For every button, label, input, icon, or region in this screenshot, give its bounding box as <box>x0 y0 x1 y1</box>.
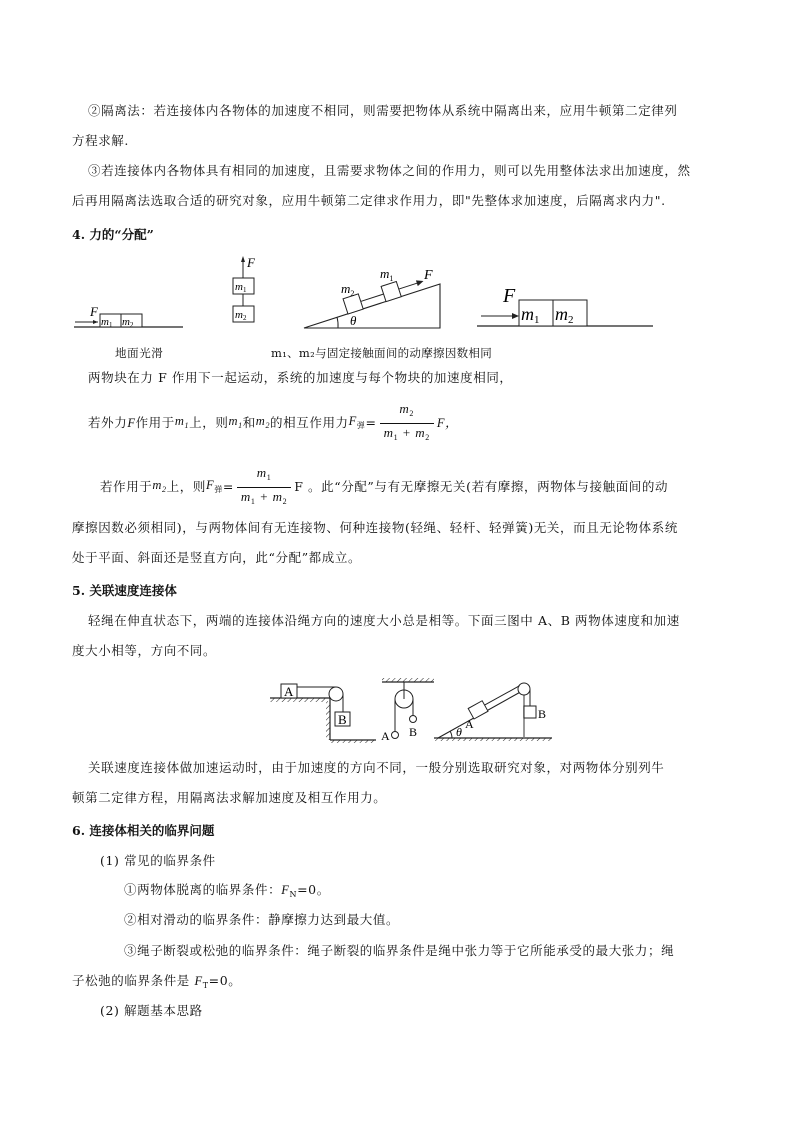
combined-method-line2: 后再用隔离法选取合适的研究对象，应用牛顿第二定律求作用力，即"先整体求加速度，后隔离求内力". <box>72 193 666 208</box>
figure-incline-pulley <box>432 676 557 744</box>
figure-horizontal-blocks <box>70 300 190 332</box>
equals-sign: = <box>365 415 377 430</box>
svg-text:F: F <box>90 304 98 319</box>
svg-text:F: F <box>247 255 255 270</box>
text-fragment: 作用于 <box>135 415 175 430</box>
text-fragment: 上，则 <box>166 479 206 494</box>
text-fragment: =0。 <box>297 882 330 897</box>
svg-text:m1: $m_1$ <box>380 266 394 283</box>
svg-text:B: B <box>338 712 347 727</box>
subscript: T <box>202 981 209 990</box>
fraction-m1-over-sum: $\frac{m_1}{m_1 + m_2}$ <box>237 464 291 511</box>
section6-item2: ②相对滑动的临界条件：静摩擦力达到最大值。 <box>124 912 400 927</box>
svg-text:m1: m1 <box>521 304 540 326</box>
force-symbol: F <box>127 416 136 430</box>
text-fragment: F， <box>436 416 459 430</box>
section4-text4: 摩擦因数必须相同)，与两物体间有无连接物、何种连接物(轻绳、轻杆、轻弹簧)无关，而且无论物体系统 <box>72 520 678 535</box>
subscript: N <box>289 890 298 899</box>
section5-text1: 轻绳在伸直状态下，两端的连接体沿绳方向的速度大小总是相等。下面三图中 A、B 两物体速度和加速 <box>88 613 680 628</box>
svg-text:θ: θ <box>350 313 357 328</box>
text-fragment: 子松弛的临界条件是 <box>72 973 195 988</box>
isolation-method-line2: 方程求解. <box>72 133 129 148</box>
equals-sign: = <box>222 479 234 494</box>
force-symbol: F <box>281 883 290 897</box>
text-fragment: 的相互作用力 <box>270 415 349 430</box>
svg-text:F: F <box>503 285 516 307</box>
svg-text:m2: m2 <box>555 304 574 326</box>
section5-heading: 5. 关联速度连接体 <box>72 583 177 598</box>
m1-symbol: $m_1$ <box>174 413 190 430</box>
text-fragment: ①两物体脱离的临界条件： <box>124 882 282 897</box>
section4-formula-line2 <box>100 462 668 512</box>
text-fragment: 若作用于 <box>100 479 153 494</box>
text-fragment: 和 <box>242 415 256 430</box>
text-fragment: F 。此“分配”与有无摩擦无关(若有摩擦，两物体与接触面间的动 <box>294 479 669 494</box>
section6-item3-line1: ③绳子断裂或松弛的临界条件：绳子断裂的临界条件是绳中张力等于它所能承受的最大张力；绳 <box>124 943 675 958</box>
f-spring-symbol: $F_弹$ <box>205 477 223 494</box>
m2-symbol: $m_2$ <box>152 477 167 494</box>
isolation-method-line1: ②隔离法：若连接体内各物体的加速度不相同，则需要把物体从系统中隔离出来，应用牛顿第二定律列 <box>88 103 678 118</box>
text-fragment: 上，则 <box>189 415 229 430</box>
figure-vertical-blocks <box>225 254 265 326</box>
svg-text:m2: m2 <box>122 316 134 329</box>
fraction-m2-over-sum: $\frac{m_2}{m_1 + m_2}$ <box>380 400 434 447</box>
section6-sub2: (2) 解题基本思路 <box>100 1003 203 1018</box>
section4-text1: 两物块在力 F 作用下一起运动，系统的加速度与每个物块的加速度相同， <box>88 370 513 385</box>
figure-horizontal-blocks-large <box>475 282 660 328</box>
svg-text:A: A <box>465 717 474 731</box>
text-fragment: =0。 <box>208 973 242 988</box>
figure-incline-blocks <box>300 258 445 330</box>
section4-heading: 4. 力的“分配” <box>72 227 154 242</box>
svg-text:θ: θ <box>456 725 462 739</box>
section6-heading: 6. 连接体相关的临界问题 <box>72 823 215 838</box>
text-fragment: 若外力 <box>88 415 128 430</box>
section5-text2: 度大小相等，方向不同。 <box>72 643 217 658</box>
svg-text:A: A <box>284 684 294 699</box>
svg-text:A: A <box>381 729 390 743</box>
m2-symbol: $m_2$ <box>255 413 271 430</box>
section4-formula-line1 <box>88 398 458 448</box>
svg-text:m2: $m_2$ <box>341 281 355 298</box>
section5-text3: 关联速度连接体做加速运动时，由于加速度的方向不同，一般分别选取研究对象，对两物体分别列牛 <box>88 760 665 775</box>
combined-method-line1: ③若连接体内各物体具有相同的加速度，且需要求物体之间的作用力，则可以先用整体法求出加速度，然 <box>88 163 691 178</box>
section6-sub1: (1) 常见的临界条件 <box>100 853 216 868</box>
svg-text:B: B <box>538 707 547 721</box>
force-symbol: F <box>194 974 203 988</box>
figure-caption-right: m₁、m₂与固定接触面间的动摩擦因数相同 <box>271 346 493 360</box>
svg-text:B: B <box>409 725 418 739</box>
f-spring-symbol: $F_弹$ <box>348 413 366 430</box>
figure-caption-left: 地面光滑 <box>115 346 164 360</box>
section5-text4: 顿第二定律方程，用隔离法求解加速度及相互作用力。 <box>72 790 387 805</box>
m1-symbol: $m_1$ <box>228 413 243 430</box>
svg-text:F: F <box>424 268 433 283</box>
section6-item3-line2 <box>72 973 241 994</box>
figure-table-pulley <box>268 676 378 744</box>
svg-text:m1: m1 <box>235 281 247 294</box>
section4-text5: 处于平面、斜面还是竖直方向，此“分配”都成立。 <box>72 550 362 565</box>
section6-item1 <box>124 882 330 903</box>
svg-text:m2: m2 <box>235 309 247 322</box>
figure-hanging-pulley <box>380 676 436 744</box>
svg-text:m1: m1 <box>101 316 113 329</box>
